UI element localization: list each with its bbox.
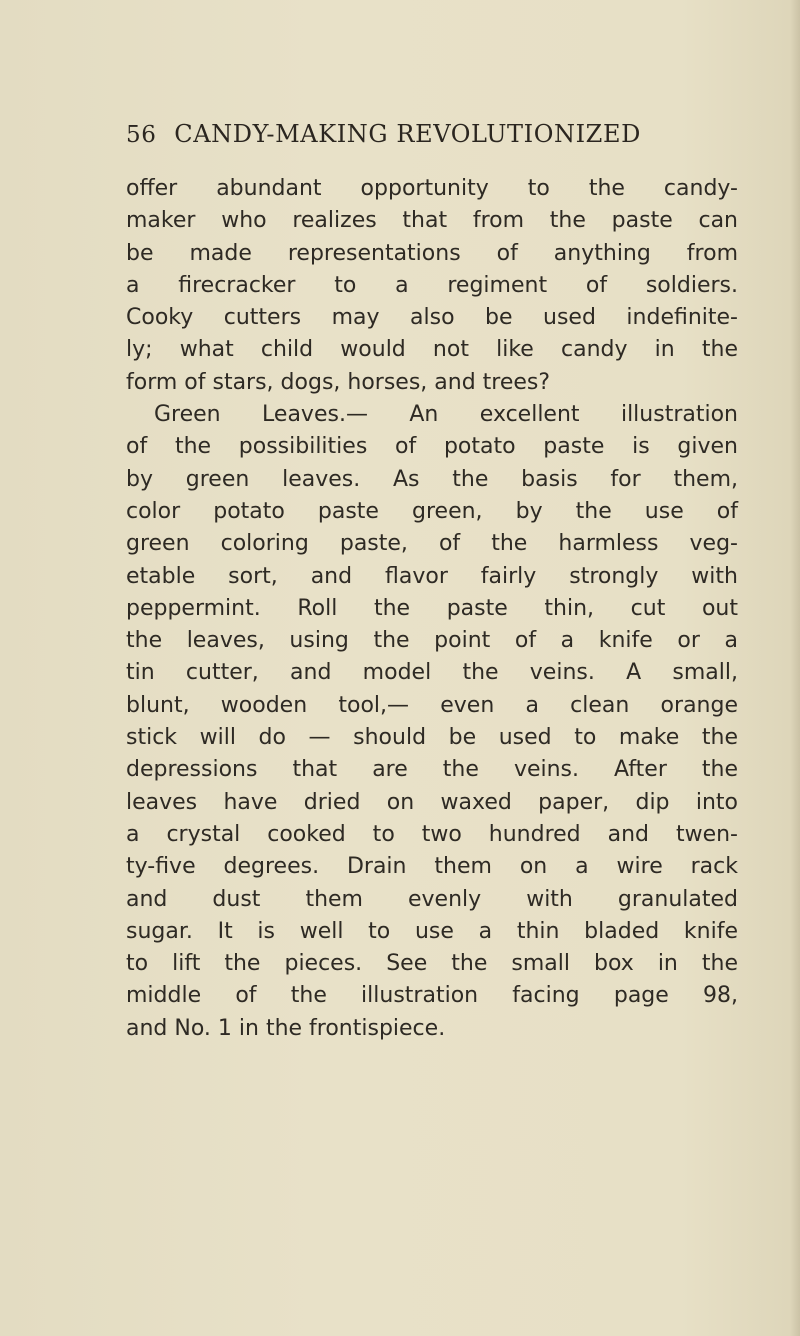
text-line: depressions that are the veins. After the — [126, 757, 738, 783]
text-line: Cooky cutters may also be used indefinite- — [126, 305, 738, 331]
text-line: sugar. It is well to use a thin bladed knife — [126, 918, 738, 944]
text-line: to lift the pieces. See the small box in the — [126, 951, 738, 977]
text-line: a firecracker to a regiment of soldiers. — [126, 272, 738, 298]
text-line: middle of the illustration facing page 98, — [126, 983, 738, 1009]
text-line: color potato paste green, by the use of — [126, 498, 738, 524]
text-line: Green Leaves.— An excellent illustration — [154, 402, 738, 428]
text-line: form of stars, dogs, horses, and trees? — [126, 369, 551, 395]
text-line: green coloring paste, of the harmless veg- — [126, 531, 738, 557]
text-line: by green leaves. As the basis for them, — [126, 466, 738, 492]
text-line: tin cutter, and model the veins. A small, — [126, 660, 738, 686]
text-line: peppermint. Roll the paste thin, cut out — [126, 595, 738, 621]
text-line: ty-five degrees. Drain them on a wire rack — [126, 854, 738, 880]
text-line: offer abundant opportunity to the candy- — [126, 176, 738, 201]
text-line: the leaves, using the point of a knife or a — [126, 628, 738, 654]
text-line: and dust them evenly with granulated — [126, 886, 738, 912]
body-text — [126, 173, 738, 1045]
text-line: a crystal cooked to two hundred and twen- — [126, 821, 738, 847]
text-line: and No. 1 in the frontispiece. — [126, 1015, 446, 1041]
text-line: of the possibilities of potato paste is given — [126, 434, 738, 460]
text-line: stick will do — should be used to make the — [126, 725, 738, 751]
text-line: be made representations of anything from — [126, 240, 738, 266]
page-number: 56 — [126, 122, 157, 148]
page-edge-shadow — [790, 0, 800, 1336]
text-line: blunt, wooden tool,— even a clean orange — [126, 692, 738, 718]
text-line: maker who realizes that from the paste can — [126, 208, 738, 234]
text-line: etable sort, and flavor fairly strongly with — [126, 563, 738, 589]
running-title: CANDY-MAKING REVOLUTIONIZED — [174, 120, 641, 148]
text-line: leaves have dried on waxed paper, dip into — [126, 789, 738, 815]
text-line: ly; what child would not like candy in the — [126, 337, 738, 363]
page-header — [126, 120, 726, 148]
